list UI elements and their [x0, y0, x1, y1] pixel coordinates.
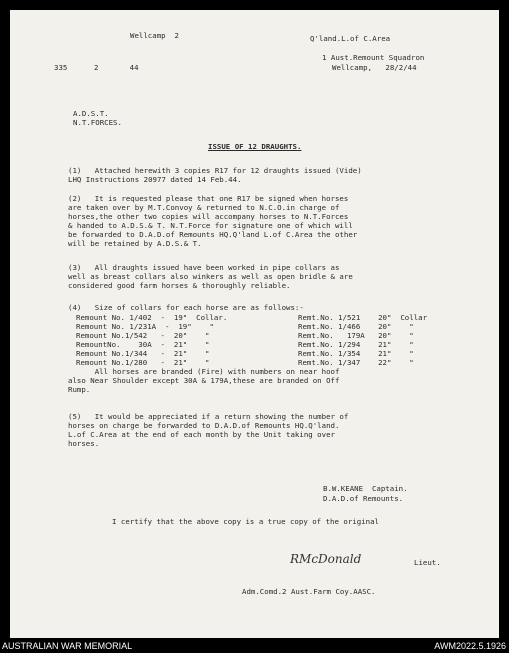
- addressee-line1: A.D.S.T.: [73, 109, 109, 118]
- signature-rank: Lieut.: [414, 558, 441, 567]
- archive-footer: [0, 640, 509, 653]
- header-right-line2: 1 Aust.Remount Squadron: [322, 53, 425, 62]
- addressee-line2: N.T.FORCES.: [73, 118, 122, 127]
- document-title: ISSUE OF 12 DRAUGHTS.: [208, 142, 302, 151]
- handwritten-signature: RMcDonald: [290, 552, 362, 566]
- document-page: Wellcamp 2 335 2 44 Q'land.L.of C.Area 1 Aust.Remount Squadron Wellcamp, 28/2/44 A.D.S.T. N.T.FORCES. ISSUE OF 12 DRAUGHTS. (1) Attached herewith 3 copies R17 for 12 draughts issued (Vide) LHQ Instructions 20977 dated 14 Feb.44. (2) It is requested please that one R17 be signed when horses are taken over by M.T.Convoy & returned to N.C.O.in charge of horses,the other two copies will accompany horses to N.T.Forces & handed to A.D.S.& T. N.T.Force for signature one of which will be forwarded to D.A.D.of Remounts HQ.Q'land L.of C.Area the other will be retained by A.D.S.& T. (3) All draughts issued have been worked in pipe collars as well as breast collars also winkers as well as open bridle & are considered good farm horses & thoroughly reliable. (4) Size of collars for each horse are as follows:- Remount No. 1/402 - 19" Collar. Remt.No. 1/521 20" Collar Remount No. 1/231A - 19" " Remt.No. 1/466 20" " Remount No.1/542 - 20" " Remt.No. 179A 20" " RemountNo. 30A - 21" " Remt.No. 1/294 21" " Remount No.1/344 - 21" " Remt.No. 1/354 21" " Remount No.1/280 - 21" " Remt.No. 1/347 22" " All horses are branded (Fire) with numbers on near hoof also Near Shoulder except 30A & 179A,these are branded on Off Rump. (5) It would be appreciated if a return showing the number of horses on charge be forwarded to D.A.D.of Remounts HQ.Q'land. L.of C.Area at the end of each month by the Unit taking over horses. B.W.KEANE Captain. D.A.D.of Remounts. I certify that the above copy is a true copy of the original RMcDonald Lieut. Adm.Comd.2 Aust.Farm Coy.AASC.: [10, 10, 499, 638]
- header-right-line1: Q'land.L.of C.Area: [310, 34, 391, 43]
- footer-accession-number: AWM2022.5.1926: [434, 641, 506, 651]
- header-left-line2: 335 2 44: [54, 63, 139, 72]
- certify-line: I certify that the above copy is a true copy of the original: [112, 517, 379, 526]
- header-right-line3: Wellcamp, 28/2/44: [332, 63, 417, 72]
- footer-archive-name: AUSTRALIAN WAR MEMORIAL: [2, 641, 133, 651]
- signoff-role: D.A.D.of Remounts.: [323, 494, 404, 503]
- unit-line: Adm.Comd.2 Aust.Farm Coy.AASC.: [242, 587, 376, 596]
- signoff-name: B.W.KEANE Captain.: [323, 484, 408, 493]
- header-left-line1: Wellcamp 2: [130, 31, 179, 40]
